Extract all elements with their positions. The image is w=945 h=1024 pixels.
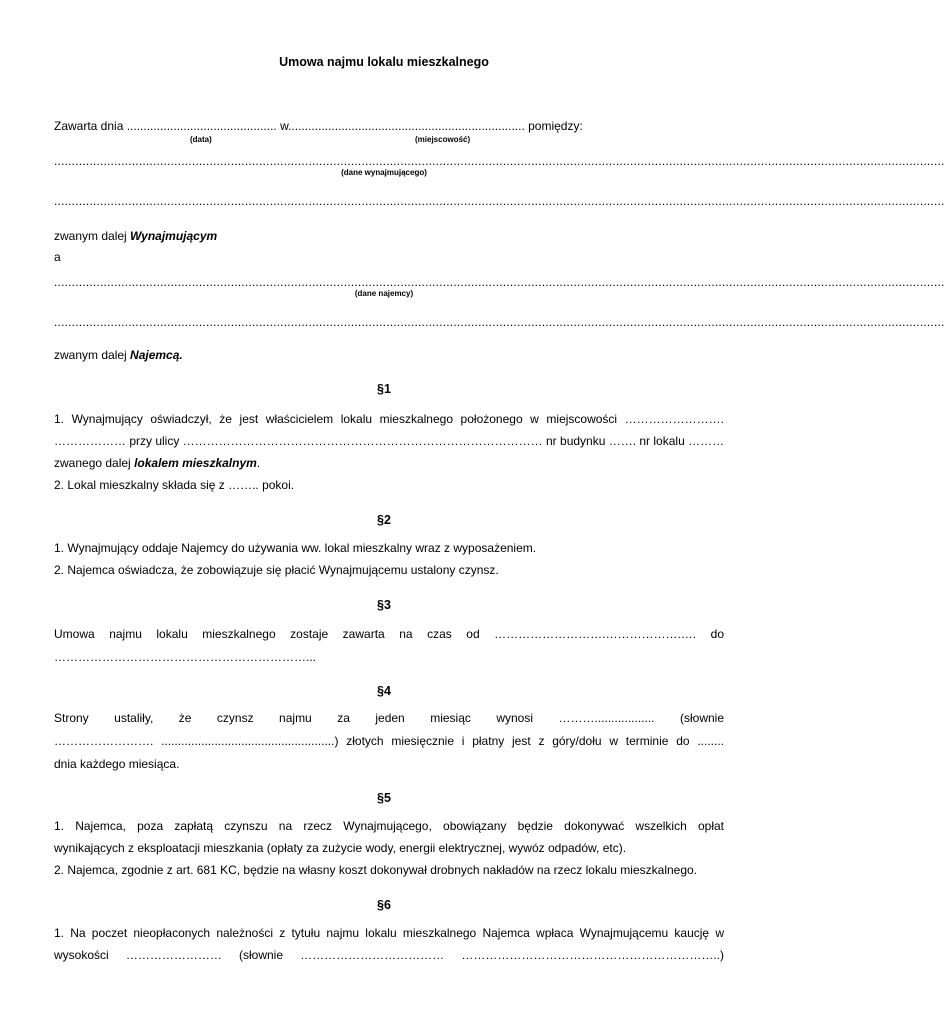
section-5-heading: §5 bbox=[377, 791, 391, 805]
section-1-line-2: ……………… przy ulicy ……………………………………………………………………………… nr budynku ……. nr lokalu ……… bbox=[54, 434, 725, 448]
period: . bbox=[256, 456, 261, 470]
section-3-heading: §3 bbox=[377, 598, 391, 612]
section-1-line-3 bbox=[54, 456, 724, 470]
conjunction-a: a bbox=[54, 250, 61, 264]
section-3-line-1: Umowa najmu lokalu mieszkalnego zostaje zawarta na czas od ……………………….……………….…. do bbox=[54, 627, 724, 641]
intro-zawarta-line: Zawarta dnia ............................................. w....................................................................... pomiędzy: bbox=[54, 119, 583, 133]
section-1-heading: §1 bbox=[377, 382, 391, 396]
blank-line-wynajmujacy-1: ............................................................................................................................................................................................................................................................ bbox=[54, 154, 945, 168]
blank-line-najemca-1: ............................................................................................................................................................................................................................................................ bbox=[54, 275, 945, 289]
zwanym-prefix: zwanym dalej bbox=[54, 348, 131, 362]
section-6-line-2: wysokości …………………… (słownie ……………………………… ………………………………………………………..) bbox=[54, 948, 724, 962]
section-4-line-1: Strony ustaliły, że czynsz najmu za jeden miesiąc wynosi ……….................. (słownie bbox=[54, 711, 724, 725]
section-1-line-4: 2. Lokal mieszkalny składa się z …….. pokoi. bbox=[54, 478, 295, 492]
zwanym-prefix: zwanym dalej bbox=[54, 229, 131, 243]
caption-miejscowosc: (miejscowość) bbox=[415, 135, 471, 144]
section-2-heading: §2 bbox=[377, 513, 391, 527]
term-najemca: Najemcą. bbox=[130, 348, 183, 362]
zwanym-wynajmujacym-line bbox=[54, 229, 724, 243]
section-5-line-1: 1. Najemca, poza zapłatą czynszu na rzecz Wynajmującego, obowiązany będzie dokonywać wszelkich opłat bbox=[54, 819, 724, 833]
zwanym-najemca-line bbox=[54, 348, 724, 362]
section-5-line-2: wynikających z eksploatacji mieszkania (opłaty za zużycie wody, energii elektrycznej, wywóz odpadów, etc). bbox=[54, 841, 627, 855]
blank-line-wynajmujacy-2: ............................................................................................................................................................................................................................................................ bbox=[54, 194, 945, 208]
section-4-line-3: dnia każdego miesiąca. bbox=[54, 757, 180, 771]
term-wynajmujacym: Wynajmującym bbox=[130, 229, 218, 243]
caption-dane-najemcy: (dane najemcy) bbox=[354, 289, 414, 298]
section-6-line-1: 1. Na poczet nieopłaconych należności z tytułu najmu lokalu mieszkalnego Najemca wpłaca Wynajmującemu kaucję w bbox=[54, 926, 724, 940]
section-2-line-2: 2. Najemca oświadcza, że zobowiązuje się płacić Wynajmującemu ustalony czynsz. bbox=[54, 563, 499, 577]
zwanego-prefix: zwanego dalej bbox=[54, 456, 135, 470]
caption-dane-wynajmujacego: (dane wynajmującego) bbox=[341, 168, 427, 177]
document-title: Umowa najmu lokalu mieszkalnego bbox=[279, 55, 489, 69]
section-4-heading: §4 bbox=[377, 684, 391, 698]
section-1-line-1: 1. Wynajmujący oświadczył, że jest właścicielem lokalu mieszkalnego położonego w miejscowości ……………………. bbox=[54, 412, 724, 426]
section-3-line-2: ………………………………………………………... bbox=[54, 650, 317, 664]
caption-data: (data) bbox=[190, 135, 212, 144]
section-5-line-3: 2. Najemca, zgodnie z art. 681 KC, będzie na własny koszt dokonywał drobnych nakładów na rzecz lokalu mieszkalnego. bbox=[54, 863, 698, 877]
section-2-line-1: 1. Wynajmujący oddaje Najemcy do używania ww. lokal mieszkalny wraz z wyposażeniem. bbox=[54, 541, 537, 555]
section-6-heading: §6 bbox=[377, 898, 391, 912]
blank-line-najemca-2: ............................................................................................................................................................................................................................................................ bbox=[54, 315, 945, 329]
term-lokal-mieszkalny: lokalem mieszkalnym bbox=[134, 456, 257, 470]
section-4-line-2: ……………………. ....................................................) złotych miesięcznie i płatny jest z góry/dołu w terminie do ........ bbox=[54, 734, 724, 748]
